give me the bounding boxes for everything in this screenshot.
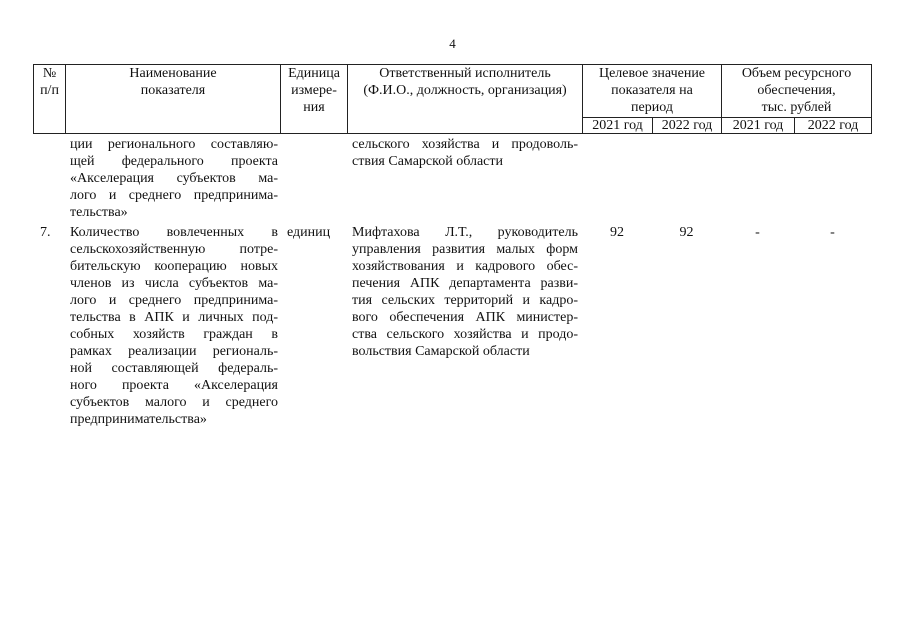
row7-name-line: лого и среднего предпринима- — [70, 293, 278, 308]
header-resource-2021: 2021 год — [722, 118, 795, 134]
header-unit: Единица измере- ния — [281, 65, 348, 134]
row7-executor-line: тия сельских территорий и кадро- — [352, 293, 578, 308]
row7-name-line: сельскохозяйственную потре- — [70, 242, 278, 257]
header-target-value: Целевое значение показателя на период — [583, 65, 722, 118]
row7-name-line: Количество вовлеченных в — [70, 225, 278, 240]
header-num: № п/п — [34, 65, 66, 134]
row7-executor-line: вольствия Самарской области — [352, 344, 530, 359]
row7-executor-line: управления развития малых форм — [352, 242, 578, 257]
row7-executor-line: хозяйствования и кадрового обес- — [352, 259, 578, 274]
row7-name-line: членов из числа субъектов ма- — [70, 276, 278, 291]
row7-name-line: предпринимательства» — [70, 412, 207, 427]
row7-executor-line: ства сельского хозяйства и продо- — [352, 327, 578, 342]
row7-name-line: ного проекта «Акселерация — [70, 378, 278, 393]
row7-executor-line: Мифтахова Л.Т., руководитель — [352, 225, 578, 240]
continuation-name-line: щей федерального проекта — [70, 154, 278, 169]
continuation-name-line: лого и среднего предпринима- — [70, 188, 278, 203]
header-indicator-name: Наименование показателя — [66, 65, 281, 134]
header-target-2022: 2022 год — [653, 118, 722, 134]
row7-name-line: собных хозяйств граждан в — [70, 327, 278, 342]
row7-target-2021: 92 — [610, 225, 624, 240]
row7-executor-line: вого обеспечения АПК министер- — [352, 310, 578, 325]
row7-unit: единиц — [287, 225, 331, 240]
header-resource-2022: 2022 год — [795, 118, 872, 134]
row7-name-line: тельства в АПК и личных под- — [70, 310, 278, 325]
continuation-executor-line: ствия Самарской области — [352, 154, 503, 169]
row7-executor — [352, 224, 578, 360]
header-target-2021: 2021 год — [583, 118, 653, 134]
row7-executor-line: печения АПК департамента разви- — [352, 276, 578, 291]
continuation-name-line: «Акселерация субъектов ма- — [70, 171, 278, 186]
row7-resource-2022: - — [830, 225, 835, 240]
continuation-name-line: ции регионального составляю- — [70, 137, 278, 152]
row7-name-line: бительскую кооперацию новых — [70, 259, 278, 274]
header-executor: Ответственный исполнитель (Ф.И.О., должность, организация) — [348, 65, 583, 134]
row7-indicator-name — [70, 224, 278, 428]
row7-name-line: субъектов малого и среднего — [70, 395, 278, 410]
page-number: 4 — [449, 36, 456, 51]
row7-target-2022: 92 — [679, 225, 694, 240]
row7-name-line: рамках реализации региональ- — [70, 344, 278, 359]
continuation-name-cell — [70, 136, 278, 221]
row7-resource-2021: - — [755, 225, 760, 240]
row7-number: 7. — [40, 225, 51, 240]
table-header — [33, 64, 872, 134]
continuation-name-line: тельства» — [70, 205, 128, 220]
continuation-executor-line: сельского хозяйства и продоволь- — [352, 137, 578, 152]
continuation-executor-cell — [352, 136, 578, 170]
row7-name-line: ной составляющей федераль- — [70, 361, 278, 376]
header-resource-volume: Объем ресурсного обеспечения, тыс. рублей — [722, 65, 872, 118]
